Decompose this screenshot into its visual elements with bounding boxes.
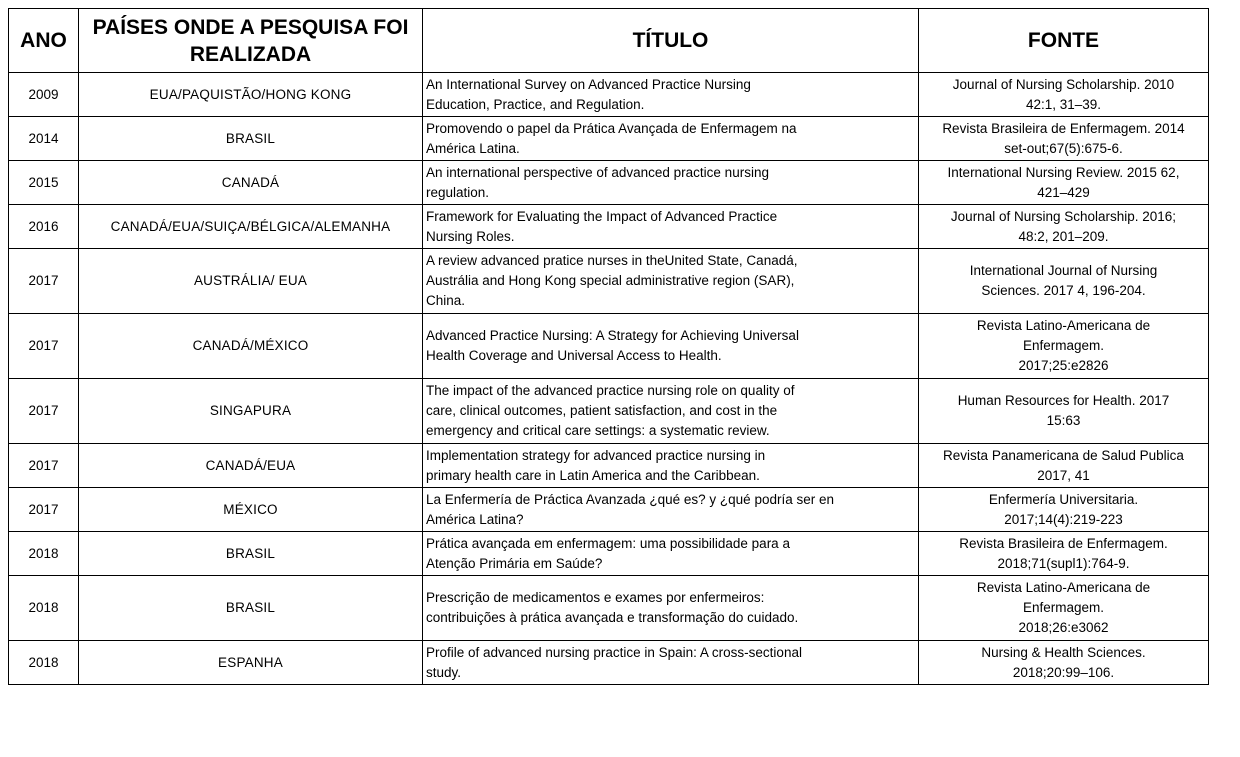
cell-ano: 2018 (9, 641, 79, 685)
cell-paises: CANADÁ/EUA/SUIÇA/BÉLGICA/ALEMANHA (79, 205, 423, 249)
cell-titulo: La Enfermería de Práctica Avanzada ¿qué es? y ¿qué podría ser en América Latina? (423, 488, 919, 532)
cell-ano: 2009 (9, 73, 79, 117)
cell-titulo: A review advanced pratice nurses in theUnited State, Canadá, Austrália and Hong Kong special administrative region (SAR), China. (423, 249, 919, 314)
cell-fonte: Revista Panamericana de Salud Publica 2017, 41 (919, 444, 1209, 488)
cell-paises: CANADÁ/EUA (79, 444, 423, 488)
cell-fonte: Journal of Nursing Scholarship. 2010 42:1, 31–39. (919, 73, 1209, 117)
cell-titulo: An international perspective of advanced practice nursing regulation. (423, 161, 919, 205)
studies-table (8, 8, 1209, 685)
cell-ano: 2017 (9, 379, 79, 444)
cell-titulo: Framework for Evaluating the Impact of Advanced Practice Nursing Roles. (423, 205, 919, 249)
header-fonte: FONTE (919, 9, 1209, 73)
cell-ano: 2017 (9, 488, 79, 532)
cell-paises: AUSTRÁLIA/ EUA (79, 249, 423, 314)
cell-titulo: Prática avançada em enfermagem: uma possibilidade para a Atenção Primária em Saúde? (423, 532, 919, 576)
cell-fonte: Revista Brasileira de Enfermagem. 2014 set-out;67(5):675-6. (919, 117, 1209, 161)
cell-paises: SINGAPURA (79, 379, 423, 444)
cell-titulo: An International Survey on Advanced Practice Nursing Education, Practice, and Regulation. (423, 73, 919, 117)
cell-fonte: Nursing & Health Sciences. 2018;20:99–106. (919, 641, 1209, 685)
cell-fonte: Revista Latino-Americana de Enfermagem. 2018;26:e3062 (919, 576, 1209, 641)
table-row (9, 532, 1209, 576)
cell-titulo: Profile of advanced nursing practice in Spain: A cross-sectional study. (423, 641, 919, 685)
cell-fonte: Enfermería Universitaria. 2017;14(4):219-223 (919, 488, 1209, 532)
cell-titulo: The impact of the advanced practice nursing role on quality of care, clinical outcomes, patient satisfaction, and cost in the emergency and critical care settings: a systematic review. (423, 379, 919, 444)
table-row (9, 117, 1209, 161)
table-row (9, 314, 1209, 379)
cell-paises: BRASIL (79, 117, 423, 161)
cell-fonte: Human Resources for Health. 2017 15:63 (919, 379, 1209, 444)
cell-fonte: Revista Brasileira de Enfermagem. 2018;71(supl1):764-9. (919, 532, 1209, 576)
cell-paises: CANADÁ/MÉXICO (79, 314, 423, 379)
cell-fonte: Revista Latino-Americana de Enfermagem. 2017;25:e2826 (919, 314, 1209, 379)
cell-paises: EUA/PAQUISTÃO/HONG KONG (79, 73, 423, 117)
header-ano: ANO (9, 9, 79, 73)
cell-fonte: International Nursing Review. 2015 62, 421–429 (919, 161, 1209, 205)
header-paises: PAÍSES ONDE A PESQUISA FOI REALIZADA (79, 9, 423, 73)
cell-ano: 2017 (9, 444, 79, 488)
cell-titulo: Implementation strategy for advanced practice nursing in primary health care in Latin America and the Caribbean. (423, 444, 919, 488)
cell-ano: 2018 (9, 576, 79, 641)
table-row (9, 73, 1209, 117)
cell-ano: 2016 (9, 205, 79, 249)
cell-paises: BRASIL (79, 532, 423, 576)
table-row (9, 249, 1209, 314)
cell-titulo: Advanced Practice Nursing: A Strategy for Achieving Universal Health Coverage and Universal Access to Health. (423, 314, 919, 379)
cell-ano: 2017 (9, 249, 79, 314)
table-row (9, 444, 1209, 488)
cell-paises: BRASIL (79, 576, 423, 641)
cell-ano: 2017 (9, 314, 79, 379)
cell-paises: MÉXICO (79, 488, 423, 532)
table-row (9, 205, 1209, 249)
cell-titulo: Prescrição de medicamentos e exames por enfermeiros: contribuições à prática avançada e transformação do cuidado. (423, 576, 919, 641)
cell-ano: 2015 (9, 161, 79, 205)
header-titulo: TÍTULO (423, 9, 919, 73)
cell-paises: CANADÁ (79, 161, 423, 205)
cell-fonte: International Journal of Nursing Sciences. 2017 4, 196-204. (919, 249, 1209, 314)
studies-table-container (8, 8, 1209, 685)
table-row (9, 161, 1209, 205)
cell-fonte: Journal of Nursing Scholarship. 2016; 48:2, 201–209. (919, 205, 1209, 249)
cell-ano: 2018 (9, 532, 79, 576)
header-row (9, 9, 1209, 73)
table-row (9, 488, 1209, 532)
cell-titulo: Promovendo o papel da Prática Avançada de Enfermagem na América Latina. (423, 117, 919, 161)
cell-paises: ESPANHA (79, 641, 423, 685)
table-row (9, 641, 1209, 685)
table-row (9, 576, 1209, 641)
cell-ano: 2014 (9, 117, 79, 161)
table-row (9, 379, 1209, 444)
